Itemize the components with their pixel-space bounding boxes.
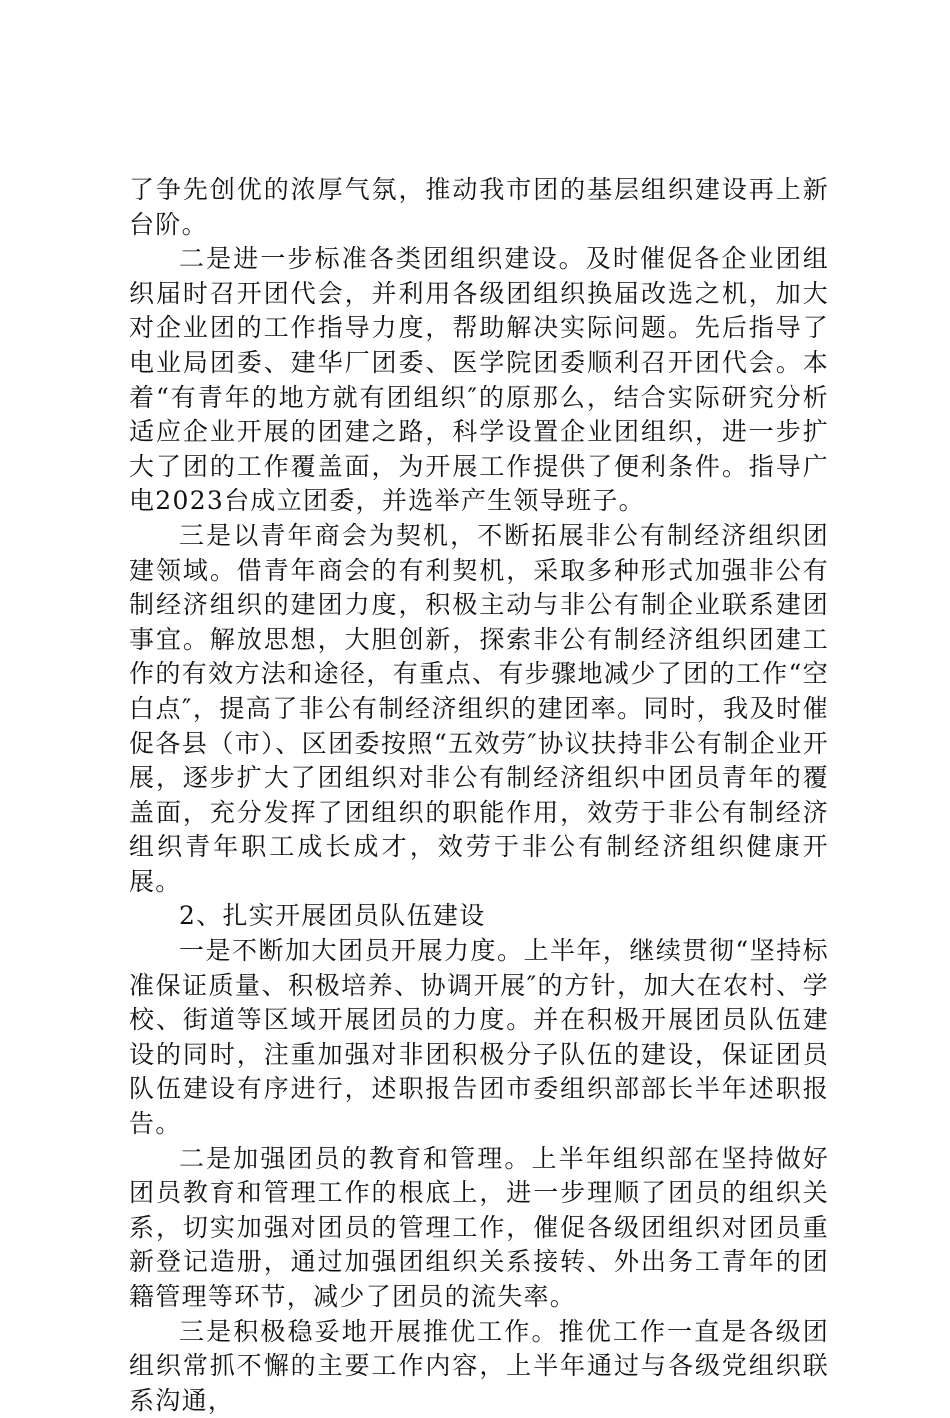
paragraph-6: 三是积极稳妥地开展推优工作。推优工作一直是各级团组织常抓不懈的主要工作内容，上半年通过与各级党组织联系沟通， [129, 1316, 829, 1415]
paragraph-4: 一是不断加大团员开展力度。上半年，继续贯彻“坚持标准保证质量、积极培养、协调开展″的方针，加大在农村、学校、街道等区域开展团员的力度。并在积极开展团员队伍建设的同时，注重加强对非团积极分子队伍的建设，保证团员队伍建设有序进行，述职报告团市委组织部部长半年述职报告。 [129, 936, 829, 1139]
document-body [129, 173, 829, 1418]
paragraph-3: 三是以青年商会为契机，不断拓展非公有制经济组织团建领域。借青年商会的有利契机，采取多种形式加强非公有制经济组织的建团力度，积极主动与非公有制企业联系建团事宜。解放思想，大胆创新，探索非公有制经济组织团建工作的有效方法和途径，有重点、有步骤地减少了团的工作“空白点″，提高了非公有制经济组织的建团率。同时，我及时催促各县（市）、区团委按照“五效劳″协议扶持非公有制企业开展，逐步扩大了团组织对非公有制经济组织中团员青年的覆盖面，充分发挥了团组织的职能作用，效劳于非公有制经济组织青年职工成长成才，效劳于非公有制经济组织健康开展。 [129, 520, 829, 896]
section-heading: 2、扎实开展团员队伍建设 [179, 901, 486, 931]
paragraph-1: 了争先创优的浓厚气氛，推动我市团的基层组织建设再上新台阶。 [129, 175, 829, 239]
paragraph-2: 二是进一步标准各类团组织建设。及时催促各企业团组织届时召开团代会，并利用各级团组织换届改选之机，加大对企业团的工作指导力度，帮助解决实际问题。先后指导了电业局团委、建华厂团委、医学院团委顺利召开团代会。本着“有青年的地方就有团组织″的原那么，结合实际研究分析适应企业开展的团建之路，科学设置企业团组织，进一步扩大了团的工作覆盖面，为开展工作提供了便利条件。指导广电2023台成立团委，并选举产生领导班子。 [129, 244, 829, 516]
paragraph-5: 二是加强团员的教育和管理。上半年组织部在坚持做好团员教育和管理工作的根底上，进一步理顺了团员的组织关系，切实加强对团员的管理工作，催促各级团组织对团员重新登记造册，通过加强团组织关系接转、外出务工青年的团籍管理等环节，减少了团员的流失率。 [129, 1143, 829, 1311]
